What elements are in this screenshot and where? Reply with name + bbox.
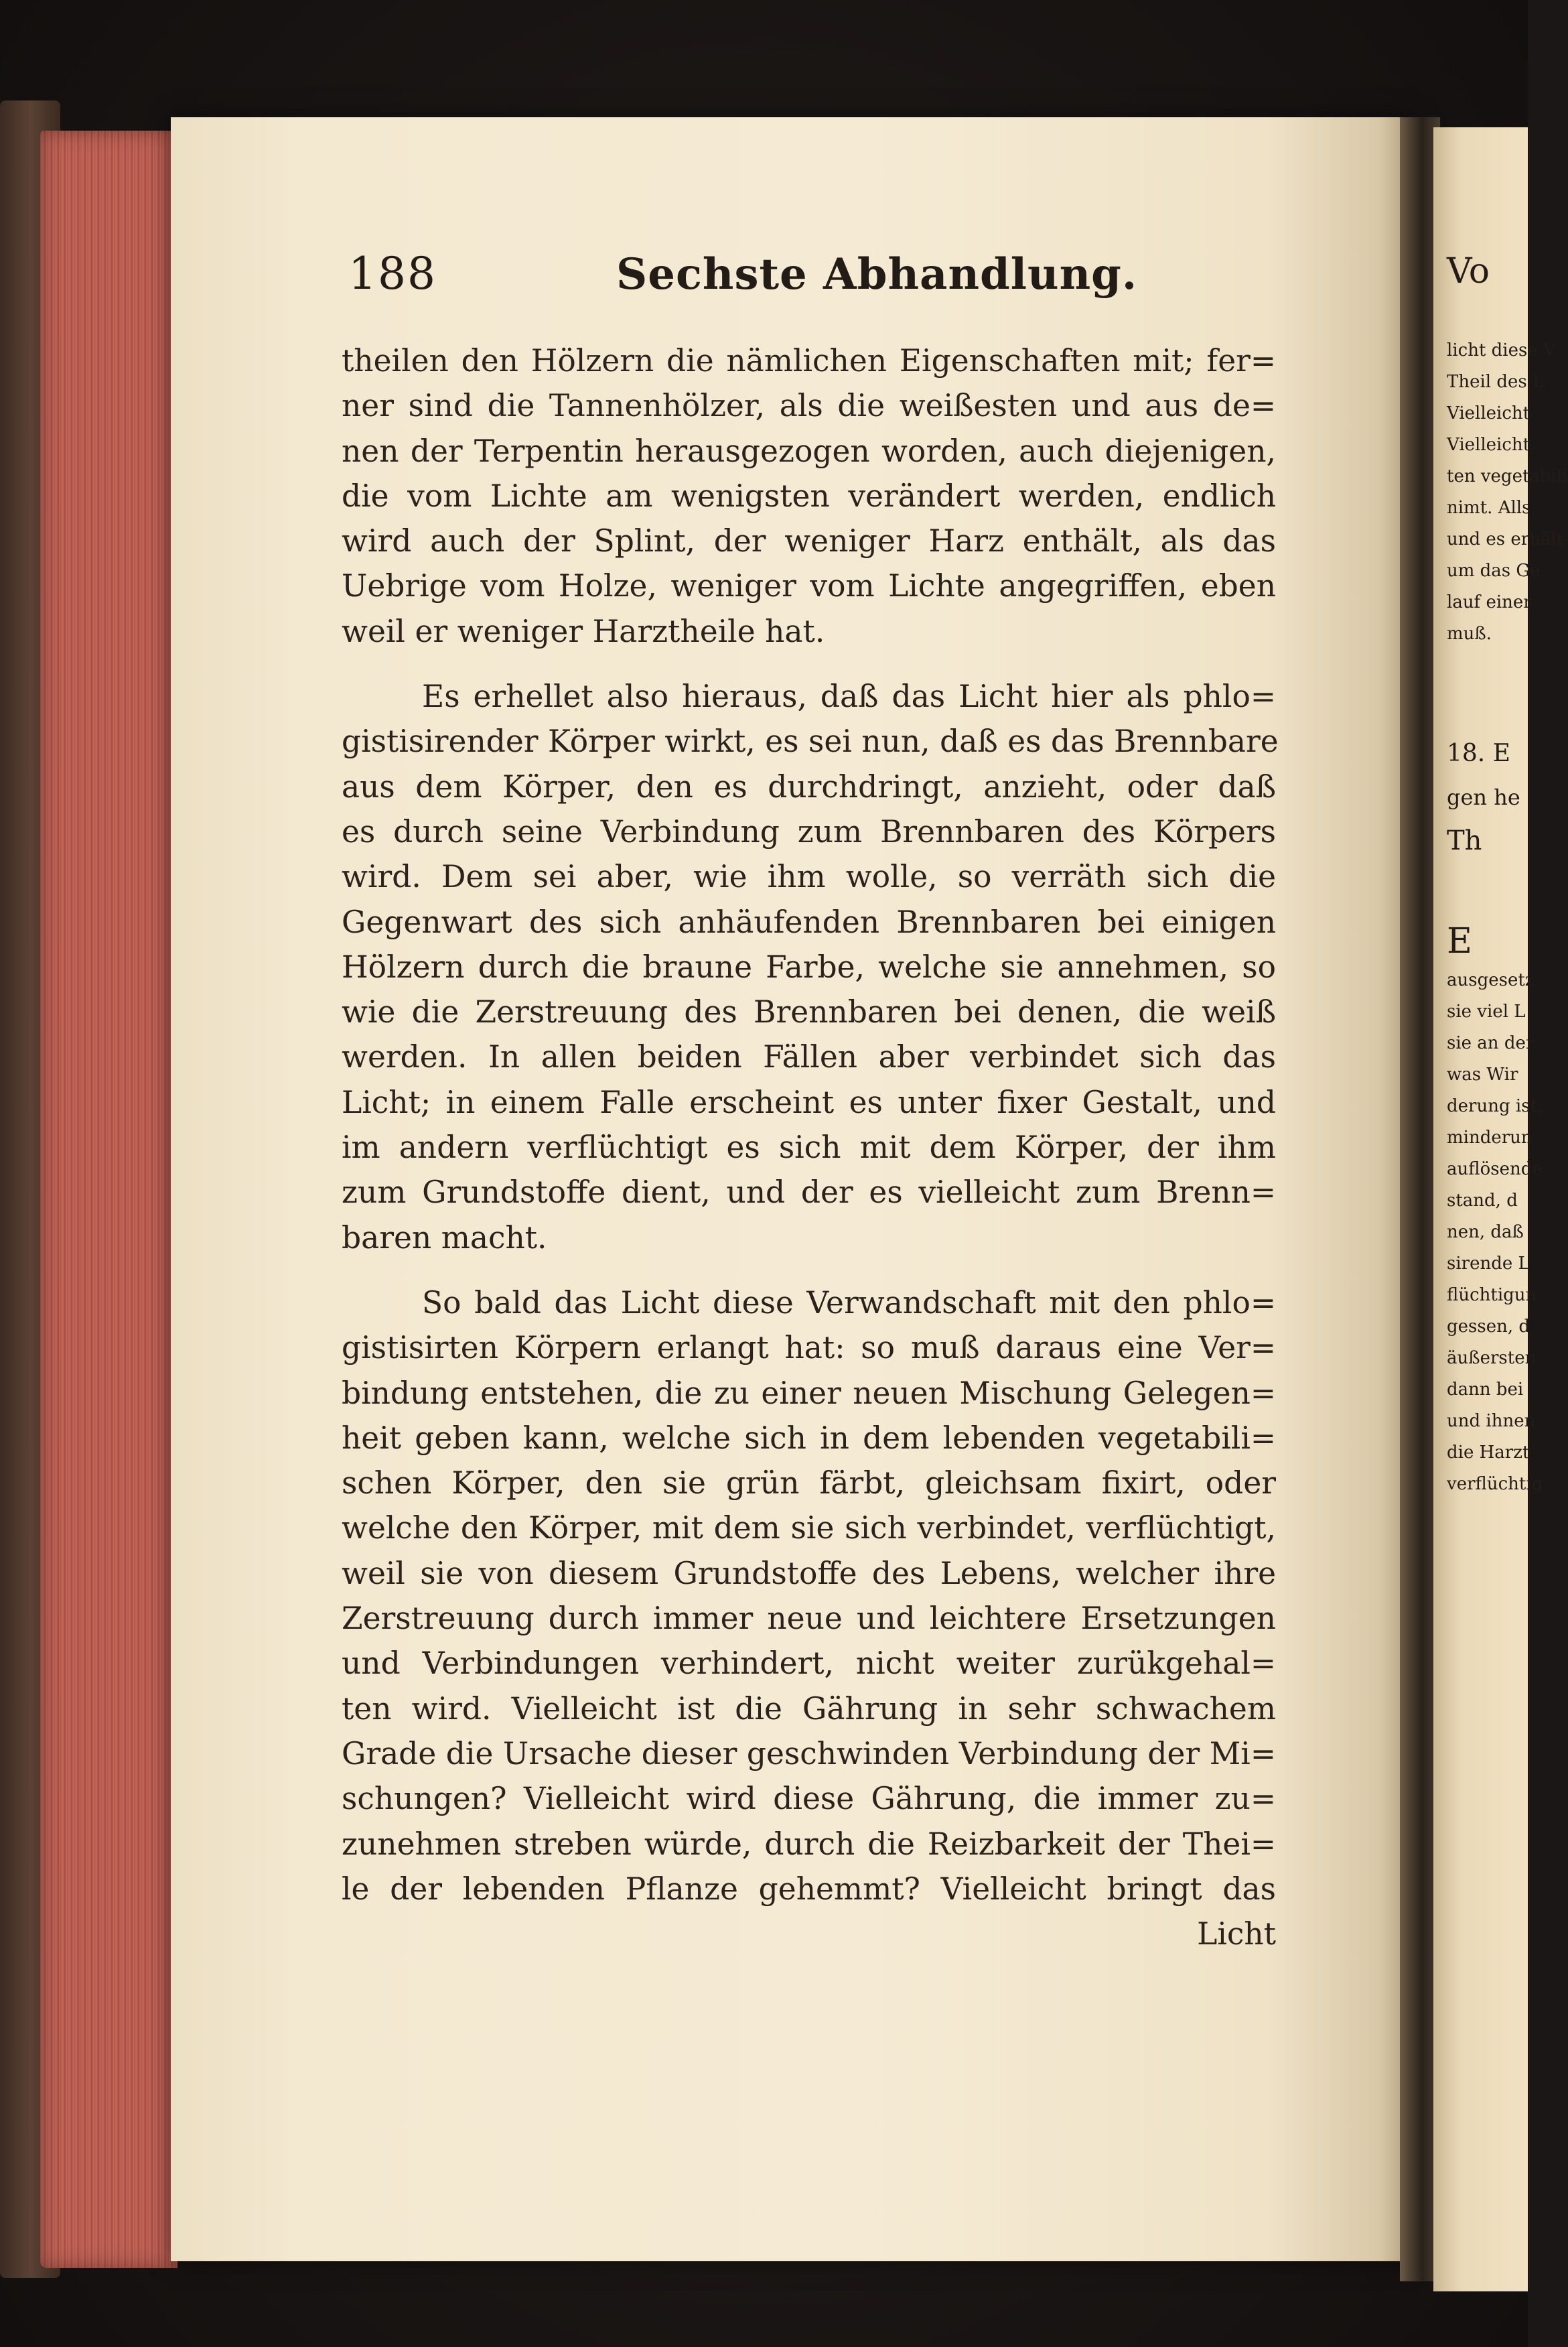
text-line: nen der Terpentin herausgezogen worden, auch diejenigen,	[342, 433, 1276, 469]
text-line: aus dem Körper, den es durchdringt, anzieht, oder daß	[342, 768, 1276, 805]
text-line: muß.	[1447, 624, 1492, 644]
text-line: äußersten	[1447, 1348, 1537, 1368]
paragraph-1	[342, 338, 1276, 654]
text-line: Gegenwart des sich anhäufenden Brennbaren bei einigen	[342, 904, 1276, 940]
text-line: Hölzern durch die braune Farbe, welche sie annehmen, so	[342, 949, 1276, 985]
text-line: weil er weniger Harztheile hat.	[342, 613, 825, 649]
body-text	[342, 338, 1279, 1956]
text-line: auflösende	[1447, 1159, 1543, 1179]
text-line: flüchtigun	[1447, 1285, 1537, 1305]
text-line: werden. In allen beiden Fällen aber verbindet sich das	[342, 1039, 1276, 1075]
text-line: schungen? Vielleicht wird diese Gährung, die immer zu=	[342, 1781, 1276, 1817]
text-line: es durch seine Verbindung zum Brennbaren des Körpers	[342, 813, 1276, 850]
text-line: Es erhellet also hieraus, daß das Licht hier als phlo=	[422, 679, 1276, 715]
text-line: wie die Zerstreuung des Brennbaren bei denen, die weiß	[342, 994, 1276, 1030]
page-block-edges	[40, 131, 177, 2268]
text-line: So bald das Licht diese Verwandschaft mit den phlo=	[422, 1284, 1276, 1321]
page-number: 188	[348, 248, 437, 299]
text-line: schen Körper, den sie grün färbt, gleichsam fixirt, oder	[342, 1465, 1276, 1501]
text-line: die Harzt	[1447, 1443, 1530, 1463]
text-line: nimt. Alls	[1447, 498, 1531, 518]
text-line: Theil des L	[1447, 372, 1545, 392]
text-line: sie an der	[1447, 1033, 1535, 1053]
catchword: Licht	[1197, 1916, 1276, 1952]
text-line: baren macht.	[342, 1219, 547, 1256]
text-line: ten wird. Vielleicht ist die Gährung in sehr schwachem	[342, 1690, 1276, 1727]
paragraph-3	[342, 1280, 1276, 1912]
text-line: weil sie von diesem Grundstoffe des Lebens, welcher ihre	[342, 1555, 1276, 1591]
section-heading: 18. E	[1447, 740, 1510, 767]
text-line: ner sind die Tannenhölzer, als die weißesten und aus de=	[342, 388, 1276, 424]
text-line: theilen den Hölzern die nämlichen Eigenschaften mit; fer=	[342, 343, 1276, 379]
text-line: ten vegetabili	[1447, 466, 1568, 486]
text-line: zum Grundstoffe dient, und der es vielleicht zum Brenn=	[342, 1175, 1276, 1211]
text-line: Grade die Ursache dieser geschwinden Verbindung der Mi=	[342, 1735, 1276, 1771]
text-line: und ihnen	[1447, 1411, 1536, 1431]
text-line: dann bei	[1447, 1380, 1524, 1400]
text-line: Uebrige vom Holze, weniger vom Lichte angegriffen, eben	[342, 568, 1276, 604]
text-line: im andern verflüchtigt es sich mit dem Körper, der ihm	[342, 1130, 1276, 1166]
text-line: Zerstreuung durch immer neue und leichtere Ersetzungen	[342, 1601, 1276, 1637]
text-line: gen he	[1447, 785, 1520, 810]
text-line: ausgesetz	[1447, 970, 1535, 990]
running-title: Sechste Abhandlung.	[616, 249, 1138, 299]
text-line: wird auch der Splint, der weniger Harz enthält, als das	[342, 523, 1276, 559]
text-line: lauf einer	[1447, 592, 1532, 612]
text-line: und es erhält	[1447, 529, 1564, 549]
text-line: die vom Lichte am wenigsten verändert werden, endlich	[342, 478, 1276, 514]
text-line: derung ist,	[1447, 1096, 1543, 1116]
text-line: nen, daß	[1447, 1222, 1524, 1242]
text-line: sirende L	[1447, 1254, 1530, 1274]
text-line: sie viel L	[1447, 1002, 1526, 1022]
text-line: licht diese V	[1447, 340, 1556, 360]
right-page-header: Vo	[1447, 251, 1490, 291]
text-line: gessen, d	[1447, 1317, 1530, 1337]
text-line: gistisirten Körpern erlangt hat: so muß daraus eine Ver=	[342, 1330, 1276, 1366]
paragraph-2	[342, 674, 1279, 1260]
text-line: Th	[1447, 825, 1482, 856]
text-line: und Verbindungen verhindert, nicht weiter zurükgehal=	[342, 1646, 1276, 1682]
right-page-text-fragment	[1447, 248, 1568, 1500]
text-line: stand, d	[1447, 1191, 1518, 1211]
text-line: Vielleicht	[1447, 435, 1530, 455]
text-line: verflüchtig	[1447, 1474, 1543, 1494]
text-line: heit geben kann, welche sich in dem lebenden vegetabili=	[342, 1420, 1276, 1456]
text-line: Vielleicht	[1447, 403, 1530, 423]
text-line: bindung entstehen, die zu einer neuen Mischung Gelegen=	[342, 1375, 1276, 1411]
text-line: welche den Körper, mit dem sie sich verbindet, verflüchtigt,	[342, 1510, 1276, 1546]
text-line: le der lebenden Pflanze gehemmt? Vielleicht bringt das	[342, 1871, 1276, 1907]
text-line: minderun	[1447, 1128, 1533, 1148]
text-line: gistisirender Körper wirkt, es sei nun, daß es das Brennbare	[342, 724, 1279, 760]
text-line: was Wir	[1447, 1065, 1518, 1085]
text-line: E	[1447, 921, 1472, 961]
text-line: zunehmen streben würde, durch die Reizbarkeit der Thei=	[342, 1826, 1276, 1862]
text-line: Licht; in einem Falle erscheint es unter fixer Gestalt, und	[342, 1084, 1276, 1120]
text-line: wird. Dem sei aber, wie ihm wolle, so verräth sich die	[342, 859, 1276, 895]
text-line: um das Ge	[1447, 561, 1541, 581]
